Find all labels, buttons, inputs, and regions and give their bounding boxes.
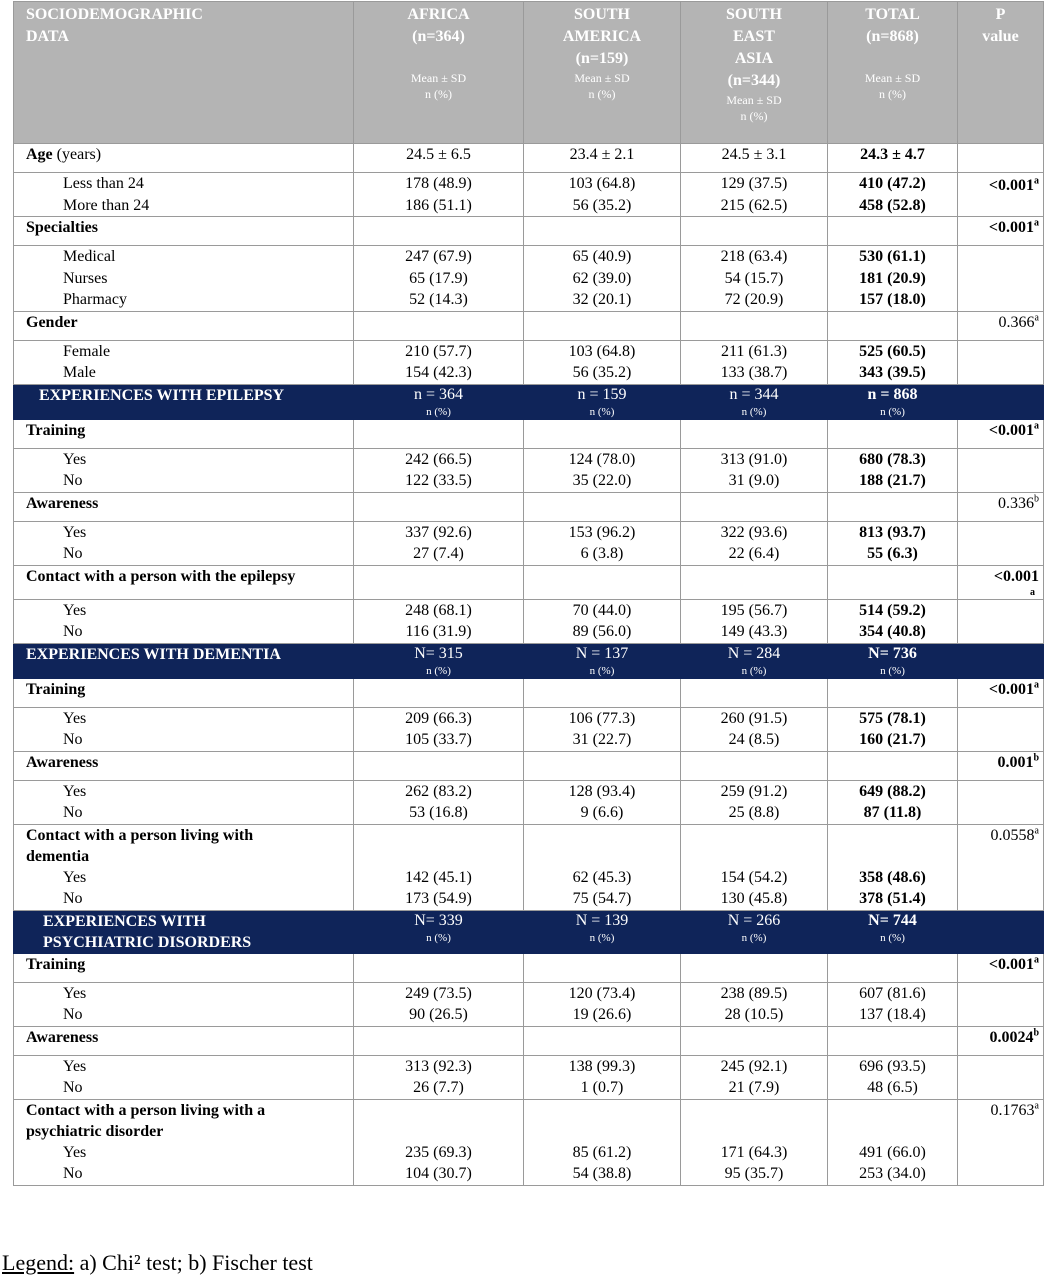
epilepsy-training-row: Training <0.001$^a$ [14,419,1044,448]
header-total: TOTAL (n=868) Mean ± SD n (%) [828,2,958,144]
header-sociodemographic: SOCIODEMOGRAPHIC DATA [14,2,354,144]
legend-text: a) Chi² test; b) Fischer test [74,1250,313,1275]
dementia-awareness-row: Awareness 0.001$^b$ [14,751,1044,780]
section-epilepsy: EXPERIENCES WITH EPILEPSY n = 364 n (%) n = 159 n (%) n = 344 n (%) n = 868 n (%) [14,384,1044,419]
legend-label: Legend: [2,1250,75,1275]
dementia-contact-groups: Contact with a person living with dementia Yes No 142 (45.1) 173 (54.9) 62 (45.3) 75 (54.7) 154 (54.2) 130 (45.8) 358 (48.6) 378 (51.4) 0.0558$^a$ [14,824,1044,910]
psychiatric-training-row: Training <0.001$^a$ [14,953,1044,982]
results-table [13,1,1044,1186]
psychiatric-awareness-row: Awareness 0.0024$^b$ [14,1026,1044,1055]
psychiatric-contact-groups: Contact with a person living with a psychiatric disorder Yes No 235 (69.3) 104 (30.7) 85 (61.2) 54 (38.8) 171 (64.3) 95 (35.7) 491 (66.0) 253 (34.0) 0.1763$^a$ [14,1099,1044,1185]
age-label: Age [26,146,53,163]
age-groups: Less than 24 More than 24 178 (48.9) 186 (51.1) 103 (64.8) 56 (35.2) 129 (37.5) 215 (62.5) 410 (47.2) 458 (52.8) <0.001$^a$ [14,173,1044,217]
specialties-row: Specialties <0.001$^a$ [14,217,1044,246]
age-row: Age (years) 24.5 ± 6.5 23.4 ± 2.1 24.5 ± 3.1 24.3 ± 4.7 [14,144,1044,173]
legend [2,1249,313,1277]
table-header-row [14,2,1044,144]
header-p-value: P value [958,2,1044,144]
psychiatric-training-groups: Yes No 249 (73.5) 90 (26.5) 120 (73.4) 19 (26.6) 238 (89.5) 28 (10.5) 607 (81.6) 137 (18.4) [14,982,1044,1026]
dementia-training-row: Training <0.001$^a$ [14,678,1044,707]
section-psychiatric: EXPERIENCES WITH PSYCHIATRIC DISORDERS N= 339 n (%) N = 139 n (%) N = 266 n (%) N= 744 n (%) [14,910,1044,953]
epilepsy-awareness-row: Awareness 0.336$^b$ [14,492,1044,521]
header-africa: AFRICA (n=364) Mean ± SD n (%) [354,2,524,144]
section-dementia: EXPERIENCES WITH DEMENTIA N= 315 n (%) N = 137 n (%) N = 284 n (%) N= 736 n (%) [14,643,1044,678]
dementia-training-groups: Yes No 209 (66.3) 105 (33.7) 106 (77.3) 31 (22.7) 260 (91.5) 24 (8.5) 575 (78.1) 160 (21.7) [14,707,1044,751]
header-south-america: SOUTH AMERICA (n=159) Mean ± SD n (%) [524,2,681,144]
dementia-awareness-groups: Yes No 262 (83.2) 53 (16.8) 128 (93.4) 9 (6.6) 259 (91.2) 25 (8.8) 649 (88.2) 87 (11.8) [14,780,1044,824]
epilepsy-contact-groups: Yes No 248 (68.1) 116 (31.9) 70 (44.0) 89 (56.0) 195 (56.7) 149 (43.3) 514 (59.2) 354 (40.8) [14,599,1044,643]
psychiatric-awareness-groups: Yes No 313 (92.3) 26 (7.7) 138 (99.3) 1 (0.7) 245 (92.1) 21 (7.9) 696 (93.5) 48 (6.5) [14,1055,1044,1099]
specialties-groups: Medical Nurses Pharmacy 247 (67.9) 65 (17.9) 52 (14.3) 65 (40.9) 62 (39.0) 32 (20.1) 218 (63.4) 54 (15.7) 72 (20.9) 530 (61.1) 181 (20.9) 157 (18.0) [14,246,1044,312]
epilepsy-awareness-groups: Yes No 337 (92.6) 27 (7.4) 153 (96.2) 6 (3.8) 322 (93.6) 22 (6.4) 813 (93.7) 55 (6.3) [14,521,1044,565]
header-south-east-asia: SOUTH EAST ASIA (n=344) Mean ± SD n (%) [681,2,828,144]
gender-groups: Female Male 210 (57.7) 154 (42.3) 103 (64.8) 56 (35.2) 211 (61.3) 133 (38.7) 525 (60.5) 343 (39.5) [14,340,1044,384]
epilepsy-training-groups: Yes No 242 (66.5) 122 (33.5) 124 (78.0) 35 (22.0) 313 (91.0) 31 (9.0) 680 (78.3) 188 (21.7) [14,448,1044,492]
epilepsy-contact-row: Contact with a person with the epilepsy <0.001 a [14,565,1044,599]
gender-row: Gender 0.366$^a$ [14,311,1044,340]
